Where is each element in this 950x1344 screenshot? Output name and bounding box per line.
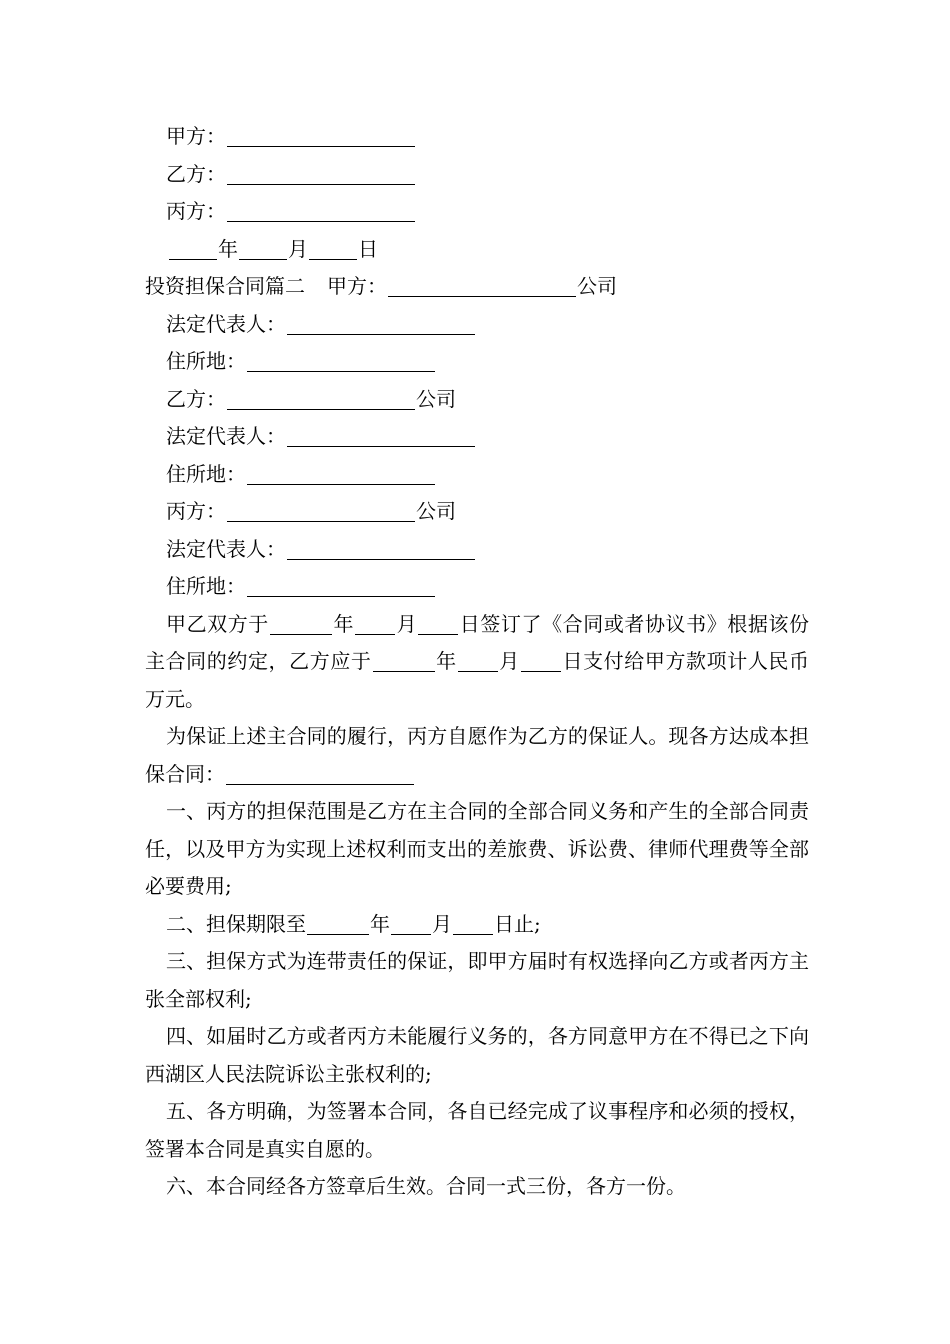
s2-b-line	[145, 381, 809, 419]
p1-text-b: 日签订了《合同或者协议书》根据该份主合同的约定，乙方应于	[145, 611, 810, 673]
s2-party-b-label: 乙方：	[166, 386, 226, 411]
p1-year-blank	[270, 613, 332, 635]
p1-day-blank	[418, 613, 458, 635]
s2-party-c-blank	[227, 500, 415, 522]
address-label: 住所地：	[166, 461, 246, 486]
s2-c-rep-line	[145, 531, 809, 569]
p1-pay-month-blank	[458, 650, 498, 672]
s2-a-addr-line	[145, 343, 809, 381]
c2-day-blank	[453, 913, 493, 935]
section-title-line	[145, 268, 809, 306]
c2-day: 日止;	[494, 911, 541, 936]
party-a-blank	[227, 125, 415, 147]
legal-rep-label: 法定代表人：	[166, 424, 286, 448]
s2-party-a-label: 甲方：	[327, 274, 387, 298]
paragraph-guarantee	[145, 718, 809, 793]
p1-text-e: 日支付给甲方款项计人民币万元。	[145, 649, 810, 711]
legal-rep-blank	[287, 313, 475, 335]
month-label: 月	[288, 236, 308, 261]
s2-party-c-label: 丙方：	[166, 499, 226, 523]
p1-pay-year: 年	[435, 649, 457, 673]
s2-party-b-blank	[227, 388, 415, 410]
month-blank	[239, 238, 287, 260]
legal-rep-blank	[287, 425, 475, 447]
p2-blank	[226, 763, 414, 785]
p1-month: 月	[396, 611, 418, 636]
c2-year-blank	[307, 913, 369, 935]
party-b-label: 乙方：	[166, 161, 226, 186]
clause-4: 四、如届时乙方或者丙方未能履行义务的，各方同意甲方在不得已之下向西湖区人民法院诉讼主张权利的;	[145, 1024, 809, 1086]
address-blank	[247, 575, 435, 597]
s2-c-line	[145, 493, 809, 531]
p1-text-a: 甲乙双方于	[166, 611, 269, 636]
party-c-blank	[227, 200, 415, 222]
p1-pay-month: 月	[498, 649, 520, 673]
address-label: 住所地：	[166, 574, 246, 598]
s2-party-a-company: 公司	[577, 274, 617, 298]
document-content	[145, 118, 809, 1206]
address-blank	[247, 463, 435, 485]
c2-month-blank	[391, 913, 431, 935]
date-line	[145, 231, 809, 269]
s2-b-addr-line	[145, 456, 809, 494]
s2-c-addr-line	[145, 568, 809, 606]
year-label: 年	[218, 236, 238, 261]
paragraph-main-contract	[145, 606, 809, 719]
party-a-label: 甲方：	[166, 124, 226, 148]
s2-a-rep-line	[145, 306, 809, 344]
clause-1: 一、丙方的担保范围是乙方在主合同的全部合同义务和产生的全部合同责任，以及甲方为实现上述权利而支出的差旅费、诉讼费、律师代理费等全部必要费用;	[145, 799, 809, 898]
p2-text: 为保证上述主合同的履行，丙方自愿作为乙方的保证人。现各方达成本担保合同：	[145, 724, 809, 786]
s2-b-rep-line	[145, 418, 809, 456]
party-b-blank	[227, 163, 415, 185]
section-title: 投资担保合同篇二	[145, 274, 305, 298]
clause-5: 五、各方明确，为签署本合同，各自已经完成了议事程序和必须的授权，签署本合同是真实自愿的。	[145, 1099, 809, 1161]
s2-party-c-company: 公司	[416, 499, 456, 523]
legal-rep-label: 法定代表人：	[166, 536, 286, 561]
address-blank	[247, 350, 435, 372]
p1-pay-day-blank	[521, 650, 561, 672]
clause-6: 六、本合同经各方签章后生效。合同一式三份，各方一份。	[166, 1174, 686, 1198]
p1-year: 年	[332, 611, 355, 636]
party-a-line	[145, 118, 809, 156]
clause-2	[145, 906, 809, 944]
party-b-line	[145, 156, 809, 194]
s2-party-b-company: 公司	[416, 386, 456, 411]
c2-month: 月	[432, 911, 452, 936]
c2-year: 年	[370, 911, 390, 936]
clause-3: 三、担保方式为连带责任的保证，即甲方届时有权选择向乙方或者丙方主张全部权利;	[145, 949, 809, 1011]
year-blank	[169, 238, 217, 260]
p1-pay-year-blank	[373, 650, 435, 672]
legal-rep-label: 法定代表人：	[166, 311, 286, 336]
p1-month-blank	[355, 613, 395, 635]
day-label: 日	[358, 236, 378, 261]
day-blank	[309, 238, 357, 260]
s2-party-a-blank	[388, 275, 576, 297]
address-label: 住所地：	[166, 349, 246, 373]
legal-rep-blank	[287, 538, 475, 560]
party-c-label: 丙方：	[166, 199, 226, 223]
party-c-line	[145, 193, 809, 231]
c2-text-a: 二、担保期限至	[166, 911, 306, 936]
